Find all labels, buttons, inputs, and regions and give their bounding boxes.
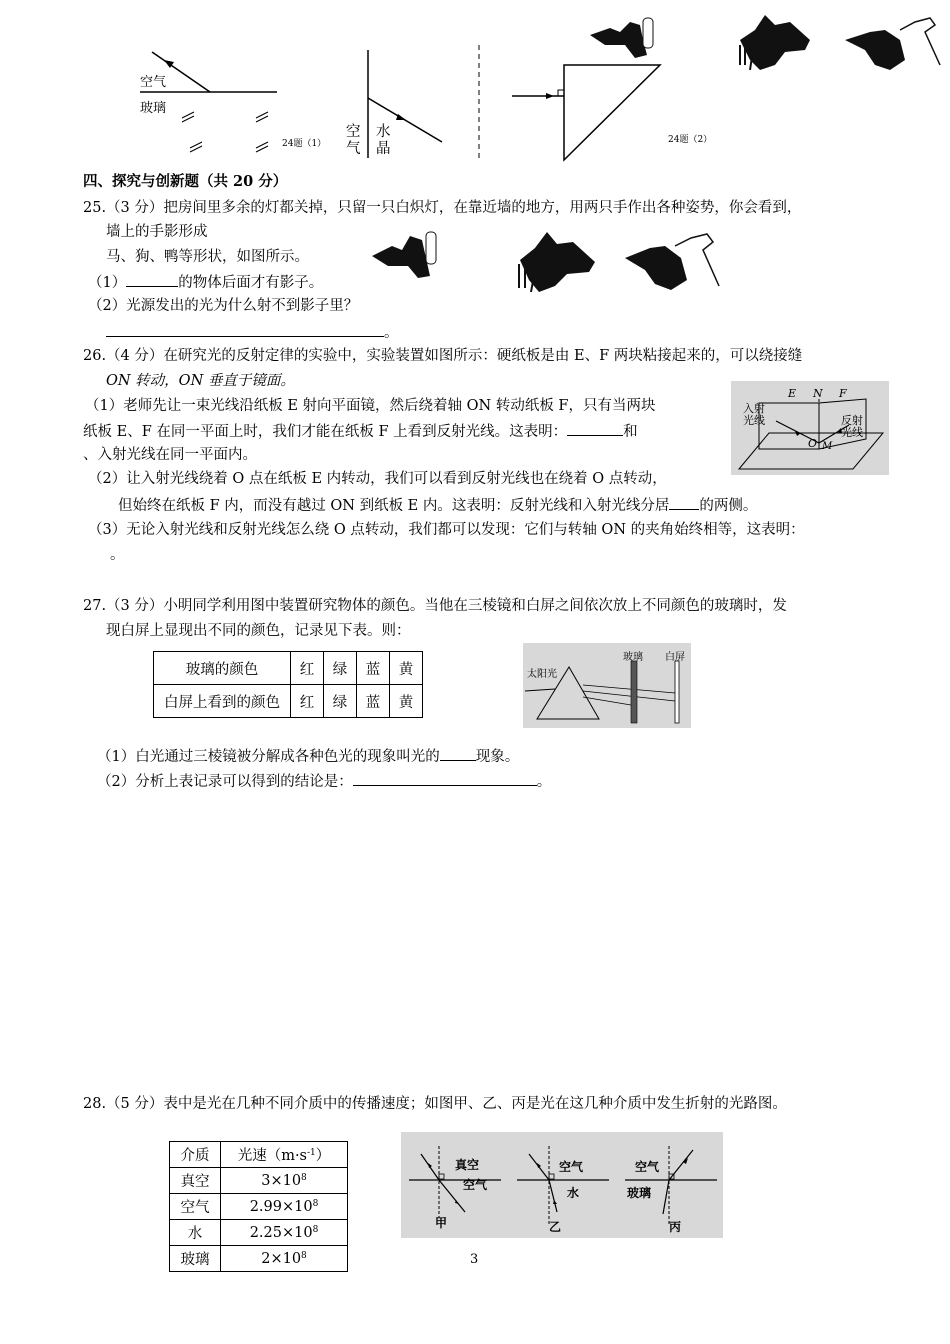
q27-blank-2[interactable] [353,770,537,786]
speed-header-text: 光速（m·s [237,1148,308,1164]
fig-c-bottom: 玻璃 [627,1186,652,1200]
table-cell: 白屏上看到的颜色 [154,685,291,718]
fig-label-E: E [788,387,797,400]
q28-speed-table [169,1141,348,1272]
q25-line2: 墙上的手影形成 [106,224,208,240]
table-row [154,652,423,685]
q27-blank-1[interactable] [440,745,476,761]
table-cell [221,1194,348,1220]
fig2-air-label: 空 气 [346,124,361,157]
table-row [170,1194,348,1220]
hand-shadow-images-top [585,10,950,80]
speed-value: 2.25×10 [249,1224,313,1241]
speed-exponent: 8 [312,1198,319,1209]
q27-sub1 [97,745,519,767]
speed-value: 3×10 [261,1172,302,1189]
q25-sub1-suffix: 的物体后面才有影子。 [178,275,324,291]
q26-line1: 26.（4 分）在研究光的反射定律的实验中，实验装置如图所示：硬纸板是由 E、F 两块粘接起来的，可以绕接缝 [83,348,803,364]
caption-24-1: 24题（1） [282,139,327,149]
duck-shadow-icon [625,234,719,290]
table-cell: 黄 [390,652,423,685]
q26-blank-1[interactable] [567,420,623,436]
q25-line1: 25.（3 分）把房间里多余的灯都关掉，只留一只白炽灯，在靠近墙的地方，用两只手作出各种姿势，你会看到， [83,200,802,216]
table-cell: 真空 [170,1168,221,1194]
speed-exponent: 8 [301,1250,307,1261]
hand-shadow-images-q25 [370,228,730,298]
refraction-figures [401,1132,723,1238]
q26-line2: ON 转动，ON 垂直于镜面。 [106,373,295,389]
table-row [170,1168,348,1194]
table-cell: 绿 [324,652,357,685]
fig-label-O: O [808,437,818,450]
dog-shadow-icon [519,232,595,292]
table-header-speed [221,1142,348,1168]
q27-sub2 [97,770,551,792]
table-cell: 红 [291,652,324,685]
table-row [170,1142,348,1168]
table-row [154,685,423,718]
q25-answer-line [106,321,399,343]
q25-sub2-end: 。 [384,325,399,341]
fig-a-top: 真空 [455,1158,480,1172]
q27-line2: 现白屏上显现出不同的颜色，记录见下表。则： [106,623,411,639]
q28-line1: 28.（5 分）表中是光在几种不同介质中的传播速度；如图甲、乙、丙是光在这几种介质中发生折射的光路图。 [83,1096,787,1112]
table-cell: 空气 [170,1194,221,1220]
q25-sub1-prefix: （1） [88,275,127,291]
q26-blank-2[interactable] [669,494,699,510]
table-cell: 绿 [324,685,357,718]
duck-shadow-icon [845,18,940,70]
q27-sub1-prefix: （1）白光通过三棱镜被分解成各种色光的现象叫光的 [97,749,440,765]
table-cell [221,1220,348,1246]
q25-blank-2[interactable] [106,321,384,337]
q26-line7-suffix: 的两侧。 [699,498,758,514]
q27-sub2-suffix: 。 [536,774,552,790]
fig-label-M: M [822,441,833,452]
q25-line3: 马、狗、鸭等形状，如图所示。 [106,249,309,265]
table-cell [221,1246,348,1272]
fig-c-top: 空气 [635,1160,660,1174]
fig-a-label: 甲 [435,1216,448,1230]
caption-24-2: 24题（2） [668,135,713,145]
fig-c-label: 丙 [669,1220,682,1234]
q25-sub2: （2）光源发出的光为什么射不到影子里？ [88,298,359,314]
q26-line6: （2）让入射光线绕着 O 点在纸板 E 内转动，我们可以看到反射光线也在绕着 O 点转动， [88,471,667,487]
q26-line4-prefix: 纸板 E、F 在同一平面上时，我们才能在纸板 F 上看到反射光线。这表明： [83,424,568,440]
table-cell: 水 [170,1220,221,1246]
q26-line4-suffix: 和 [623,424,638,440]
prism-experiment-figure [523,643,691,728]
table-cell: 黄 [390,685,423,718]
reflection-experiment-figure [731,381,889,475]
table-row [170,1220,348,1246]
table-cell: 蓝 [357,652,390,685]
speed-exponent: 8 [301,1172,307,1183]
fig-label-incident: 入射 光线 [743,402,765,427]
q25-blank-1[interactable] [126,271,178,287]
table-cell: 蓝 [357,685,390,718]
table-row [170,1246,348,1272]
q27-line1: 27.（3 分）小明同学利用图中装置研究物体的颜色。当他在三棱镜和白屏之间依次放上不同颜色的玻璃时，发 [83,598,787,614]
speed-value: 2×10 [261,1250,302,1267]
q27-color-table [153,651,423,718]
speed-exponent: 8 [312,1224,319,1235]
table-cell: 红 [291,685,324,718]
dog-shadow-icon [740,15,810,70]
table-cell [221,1168,348,1194]
fig-label-N: N [813,387,823,400]
q27-sub1-suffix: 现象。 [475,749,520,765]
fig1-air-label: 空气 [140,75,167,90]
q26-line3: （1）老师先让一束光线沿纸板 E 射向平面镜，然后绕着轴 ON 转动纸板 F，只有当两块 [85,398,656,414]
table-cell: 玻璃 [170,1246,221,1272]
speed-header-sup: -1 [307,1148,316,1158]
fig-label-sun: 太阳光 [527,669,557,680]
fig-b-bottom: 水 [567,1186,580,1200]
q26-line5: 、入射光线在同一平面内。 [83,447,257,463]
fig1-glass-label: 玻璃 [140,101,167,116]
q26-line7-prefix: 但始终在纸板 F 内，而没有越过 ON 到纸板 E 内。这表明：反射光线和入射光线分居 [118,498,670,514]
fig2-crystal-label: 水 晶 [376,124,391,157]
fig-label-glass: 玻璃 [623,652,643,663]
q25-sub1 [88,271,323,293]
q27-sub2-prefix: （2）分析上表记录可以得到的结论是： [97,774,353,790]
fig-label-screen: 白屏 [665,652,685,663]
table-cell: 玻璃的颜色 [154,652,291,685]
fig-b-top: 空气 [559,1160,584,1174]
fig-a-bottom: 空气 [463,1178,488,1192]
table-header-medium: 介质 [170,1142,221,1168]
fig-b-label: 乙 [549,1220,562,1234]
speed-value: 2.99×10 [249,1198,313,1215]
fig-label-reflected: 反射 光线 [841,414,863,439]
section-title: 四、探究与创新题（共 20 分） [83,173,288,190]
speed-header-end: ） [315,1148,331,1164]
q26-line4 [83,420,638,442]
q26-line7 [118,494,757,516]
horse-shadow-icon [590,18,653,58]
horse-shadow-icon [372,232,436,278]
q26-line9: 。 [110,547,125,563]
fig-label-F: F [839,387,847,400]
page-number: 3 [470,1252,479,1267]
q26-line8: （3）无论入射光线和反射光线怎么绕 O 点转动，我们都可以发现：它们与转轴 ON 的夹角始终相等，这表明： [88,522,805,538]
